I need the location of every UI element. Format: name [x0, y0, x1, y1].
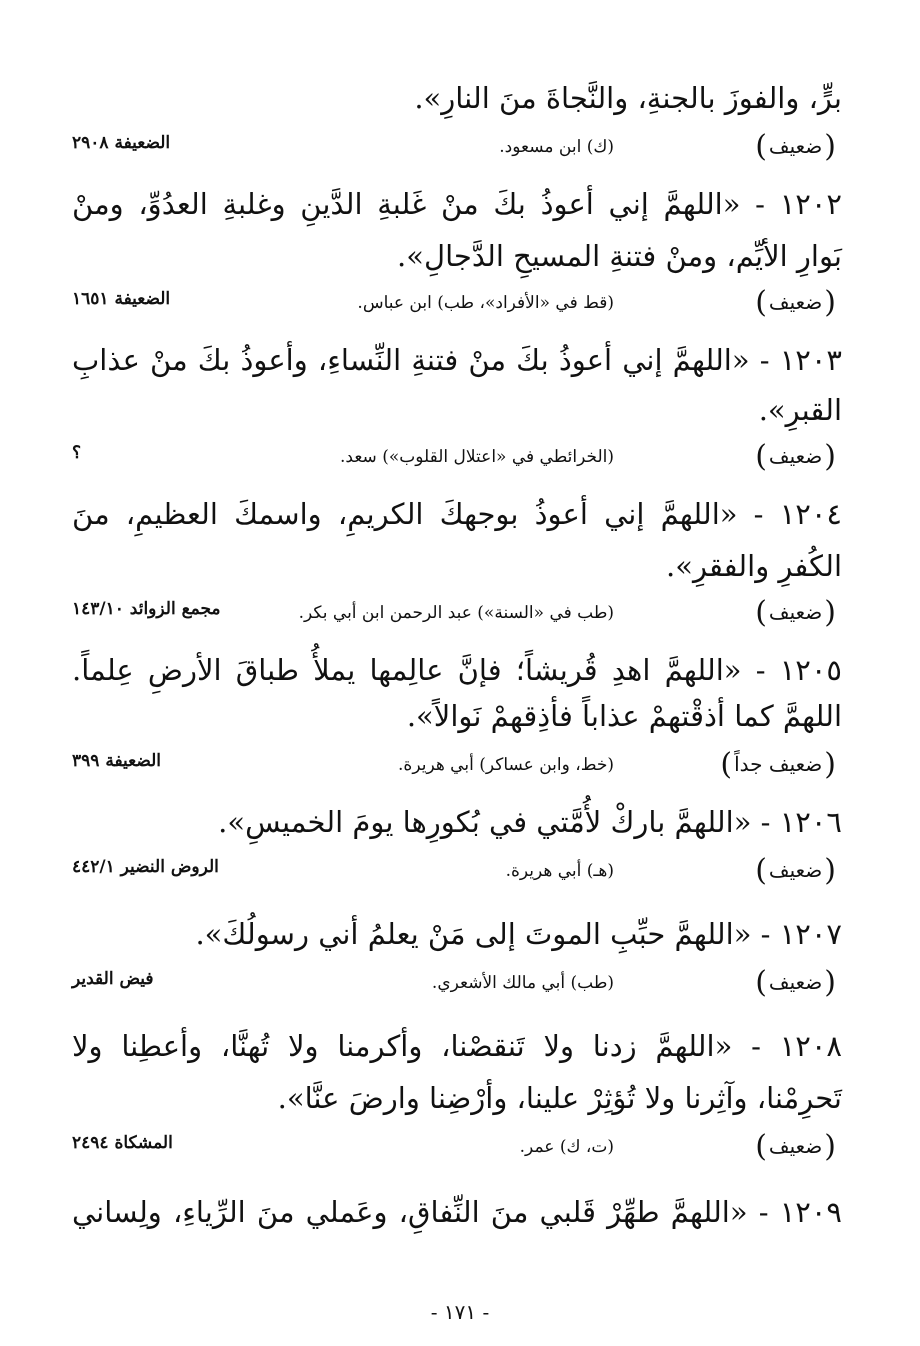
- source-row: [72, 1128, 842, 1168]
- hadith-1207-line-1: ١٢٠٧ - «اللهمَّ حبِّبِ الموتَ إلى مَنْ يعلمُ أني رسولُكَ».: [195, 917, 842, 951]
- source-reference: (الخرائطي في «اعتلال القلوب») سعد.: [340, 447, 614, 467]
- source-reference: (قط في «الأفراد»، طب) ابن عباس.: [357, 293, 614, 313]
- hadith-1202-line-1: ١٢٠٢ - «اللهمَّ إني أعوذُ بكَ منْ غَلبةِ الدَّينِ وغلبةِ العدُوِّ، ومنْ: [72, 187, 842, 221]
- hadith-1203-line-1: ١٢٠٣ - «اللهمَّ إني أعوذُ بكَ منْ فتنةِ النِّساءِ، وأعوذُ بكَ منْ عذابِ: [72, 343, 842, 377]
- book-reference: المشكاة ٢٤٩٤: [72, 1133, 173, 1153]
- source-row: [72, 964, 842, 1004]
- book-reference: مجمع الزوائد ١٤٣/١٠: [72, 599, 221, 619]
- hadith-1205-line-1: ١٢٠٥ - «اللهمَّ اهدِ قُريشاً؛ فإنَّ عالِمها يملأُ طباقَ الأرضِ عِلماً.: [72, 653, 842, 687]
- book-reference: الضعيفة ٣٩٩: [72, 751, 162, 771]
- book-reference: الضعيفة ١٦٥١: [72, 289, 171, 309]
- source-row: [72, 128, 842, 168]
- book-reference: فيض القدير: [72, 969, 154, 989]
- source-reference: (ت، ك) عمر.: [519, 1137, 614, 1157]
- hadith-1205-line-2: اللهمَّ كما أذقْتهمْ عذاباً فأذِقهمْ نَوالاً».: [406, 699, 842, 733]
- hadith-1209-line-1: ١٢٠٩ - «اللهمَّ طهِّرْ قَلبي منَ النِّفاقِ، وعَملي منَ الرِّياءِ، ولِساني: [72, 1195, 842, 1229]
- source-reference: (هـ) أبي هريرة.: [505, 861, 614, 881]
- source-reference: (طب في «السنة») عبد الرحمن ابن أبي بكر.: [298, 603, 614, 623]
- grade-label: ( ضعيف جداً ): [714, 746, 842, 783]
- grade-label: ( ضعيف ): [749, 284, 842, 321]
- text-line: برٍّ، والفوزَ بالجنةِ، والنَّجاةَ منَ النارِ».: [414, 81, 842, 115]
- grade-label: ( ضعيف ): [749, 594, 842, 631]
- source-row: [72, 284, 842, 324]
- hadith-1202-line-2: بَوارِ الأيِّم، ومنْ فتنةِ المسيحِ الدَّجالِ».: [397, 239, 842, 273]
- source-reference: (طب) أبي مالك الأشعري.: [431, 973, 614, 993]
- hadith-1206-line-1: ١٢٠٦ - «اللهمَّ باركْ لأُمَّتي في بُكورِها يومَ الخميسِ».: [218, 805, 842, 839]
- source-row: [72, 746, 842, 786]
- grade-label: ( ضعيف ): [749, 438, 842, 475]
- source-reference: (خط، وابن عساكر) أبي هريرة.: [398, 755, 614, 775]
- grade-label: ( ضعيف ): [749, 852, 842, 889]
- book-reference: ؟: [72, 443, 82, 463]
- page-number: - ١٧١ -: [430, 1300, 490, 1324]
- grade-label: ( ضعيف ): [749, 964, 842, 1001]
- hadith-1208-line-2: تَحرِمْنا، وآثِرنا ولا تُؤثِرْ علينا، وأرْضِنا وارضَ عنَّا».: [277, 1081, 842, 1115]
- hadith-1208-line-1: ١٢٠٨ - «اللهمَّ زدنا ولا تَنقصْنا، وأكرمنا ولا تُهنَّا، وأعطِنا ولا: [72, 1029, 842, 1063]
- hadith-1204-line-2: الكُفرِ والفقرِ».: [666, 549, 842, 583]
- book-reference: الروض النضير ٤٤٢/١: [72, 857, 219, 877]
- source-row: [72, 438, 842, 478]
- source-reference: (ك) ابن مسعود.: [499, 137, 614, 157]
- grade-label: ( ضعيف ): [749, 128, 842, 165]
- hadith-1203-line-2: القبرِ».: [758, 393, 842, 427]
- grade-label: ( ضعيف ): [749, 1128, 842, 1165]
- hadith-1204-line-1: ١٢٠٤ - «اللهمَّ إني أعوذُ بوجهكَ الكريمِ، واسمكَ العظيمِ، منَ: [72, 497, 842, 531]
- source-row: [72, 852, 842, 892]
- source-row: [72, 594, 842, 634]
- book-reference: الضعيفة ٢٩٠٨: [72, 133, 171, 153]
